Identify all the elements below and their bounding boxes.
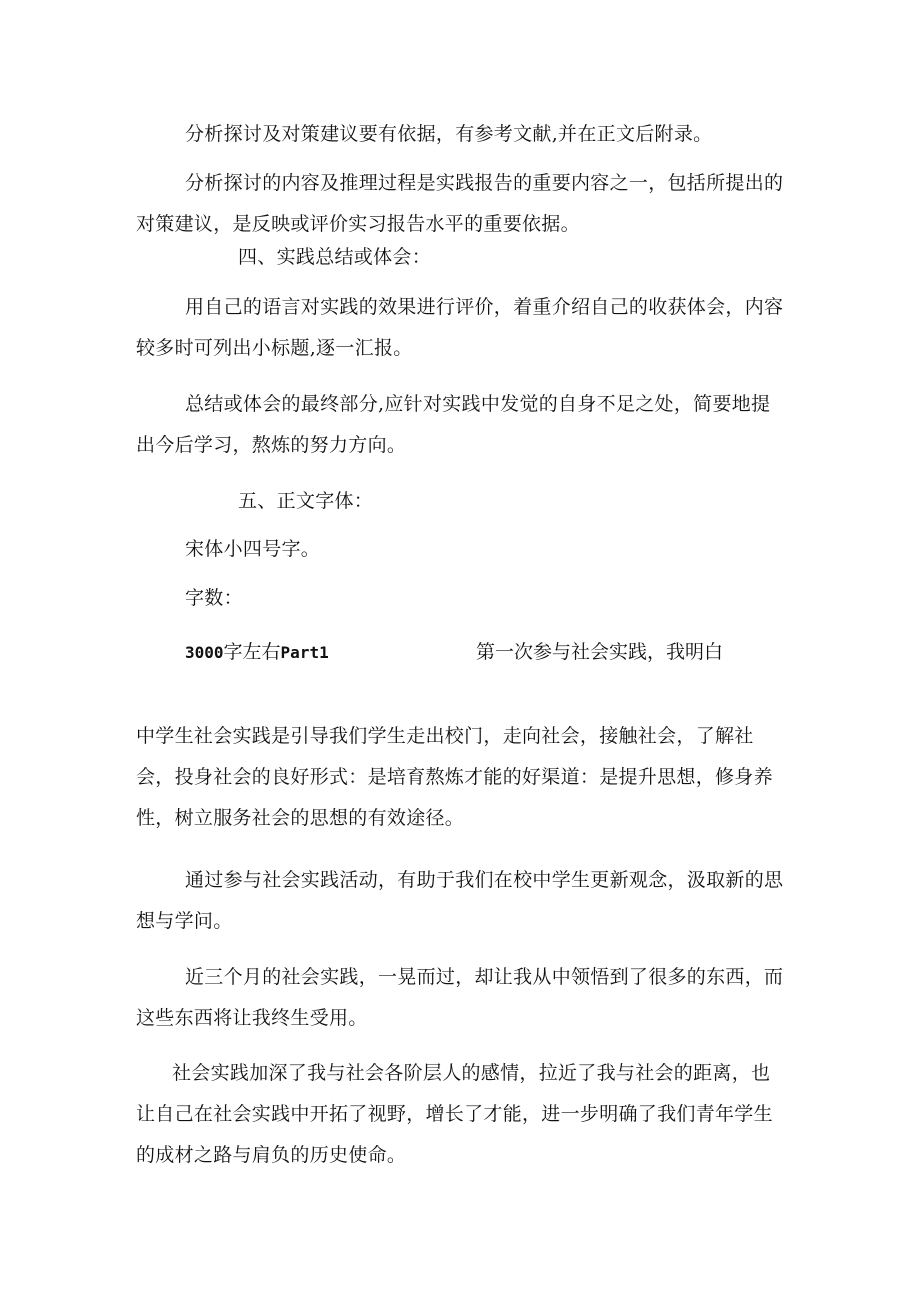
paragraph-participation: 通过参与社会实践活动，有助于我们在校中学生更新观念，汲取新的思想与学问。 xyxy=(136,869,784,932)
paragraph-three-months: 近三个月的社会实践，一晃而过，却让我从中领悟到了很多的东西，而这些东西将让我终生受用。 xyxy=(136,966,784,1029)
paragraph-font: 宋体小四号字。 xyxy=(185,538,321,560)
part-label: Part1 xyxy=(280,643,329,662)
paragraph-evaluation: 用自己的语言对实践的效果进行评价，着重介绍自己的收获体会，内容较多时可列出小标题,逐一汇报。 xyxy=(136,296,784,359)
paragraph-word-count-label: 字数： xyxy=(185,587,243,609)
paragraph-deepened-feelings: 社会实践加深了我与社会各阶层人的感情，拉近了我与社会的距离，也让自己在社会实践中开拓了视野，增长了才能，进一步明确了我们青年学生的成材之路与肩负的历史使命。 xyxy=(136,1062,773,1166)
heading-section-four: 四、实践总结或体会： xyxy=(238,246,432,268)
part-heading-right: 第一次参与社会实践，我明白 xyxy=(476,641,724,663)
paragraph-analysis-basis: 分析探讨及对策建议要有依据，有参考文献,并在正文后附录。 xyxy=(185,123,713,145)
word-count-suffix: 字左右 xyxy=(223,641,281,663)
paragraph-analysis-content: 分析探讨的内容及推理过程是实践报告的重要内容之一，包括所提出的对策建议，是反映或评价实习报告水平的重要依据。 xyxy=(136,172,784,235)
paragraph-social-practice-intro: 中学生社会实践是引导我们学生走出校门，走向社会，接触社会，了解社会，投身社会的良好形式：是培育熬炼才能的好渠道：是提升思想，修身养性，树立服务社会的思想的有效途径。 xyxy=(136,725,773,829)
paragraph-summary: 总结或体会的最终部分,应针对实践中发觉的自身不足之处，简要地提出今后学习，熬炼的努力方向。 xyxy=(136,393,771,456)
word-count-number: 3000 xyxy=(185,643,224,662)
heading-section-five: 五、正文字体： xyxy=(238,490,374,512)
part-heading-left xyxy=(185,636,329,668)
